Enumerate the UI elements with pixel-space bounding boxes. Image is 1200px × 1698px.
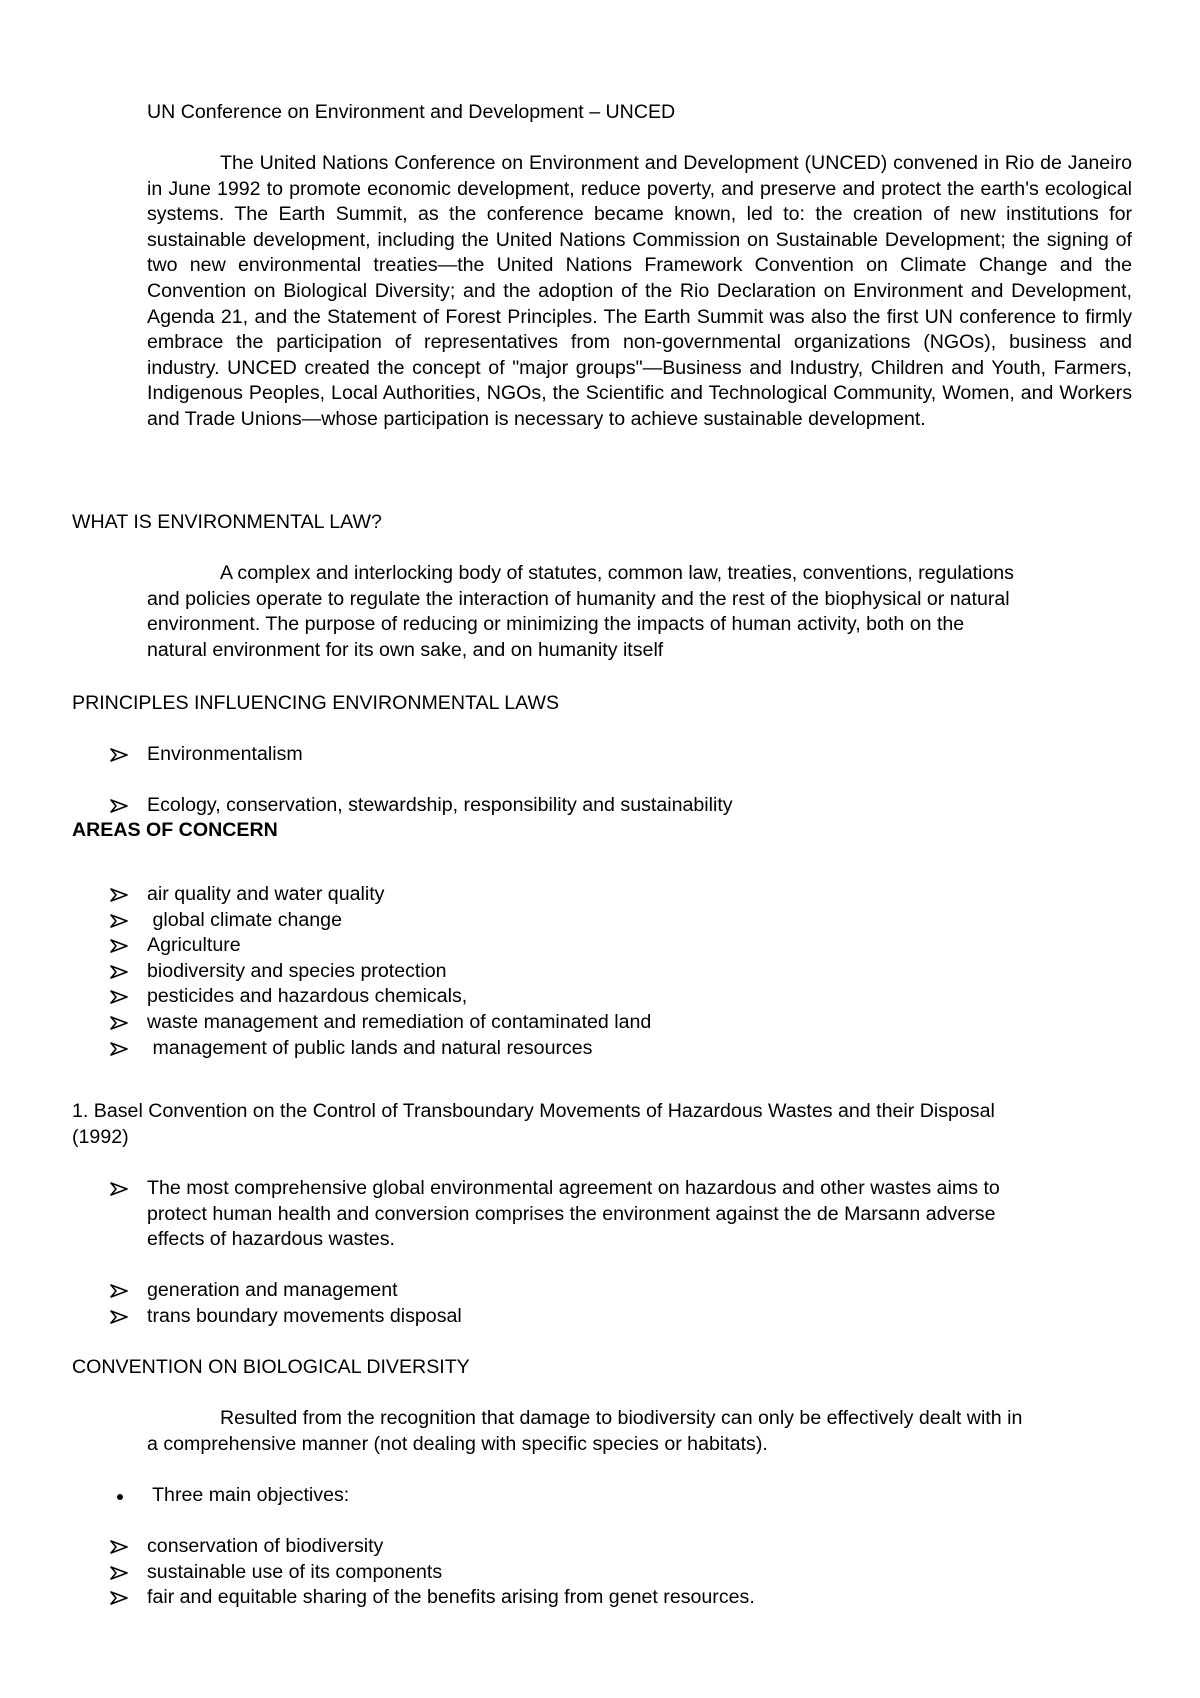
list-item-text: fair and equitable sharing of the benefits arising from genet resources.	[147, 1586, 755, 1609]
paragraph-line: and policies operate to regulate the interaction of humanity and the rest of the biophysical or natural	[147, 587, 1010, 610]
basel-heading-line: (1992)	[72, 1125, 129, 1148]
list-item	[110, 1560, 755, 1586]
cbd-paragraph	[147, 1406, 1147, 1457]
paragraph-line: Resulted from the recognition that damage to biodiversity can only be effectively dealt with in	[220, 1407, 1023, 1429]
list-item	[110, 1010, 651, 1036]
list-item-text: air quality and water quality	[147, 883, 385, 905]
list-item-line: protect human health and conversion comprises the environment against the de Marsann adverse	[147, 1202, 996, 1225]
list-item-text: generation and management	[147, 1279, 398, 1301]
arrow-bullet-icon	[110, 959, 130, 984]
list-item-text: conservation of biodiversity	[147, 1535, 384, 1557]
principles-list	[110, 742, 303, 768]
list-item-text: Three main objectives:	[147, 1484, 350, 1506]
areas-heading: AREAS OF CONCERN	[72, 819, 278, 841]
list-item	[110, 1278, 462, 1304]
basel-list	[110, 1278, 462, 1329]
paragraph-line: natural environment for its own sake, and on humanity itself	[147, 638, 664, 661]
principles-heading: PRINCIPLES INFLUENCING ENVIRONMENTAL LAWS	[72, 692, 560, 714]
arrow-bullet-icon	[110, 1585, 130, 1610]
list-item	[110, 984, 651, 1010]
list-item-text: biodiversity and species protection	[147, 959, 447, 982]
list-item-text: management of public lands and natural resources	[147, 1036, 593, 1059]
arrow-bullet-icon	[110, 1278, 130, 1303]
bullet-dot-icon	[117, 1494, 123, 1500]
paragraph-line: environment. The purpose of reducing or minimizing the impacts of human activity, both on the	[147, 613, 965, 636]
cbd-objectives-list	[110, 1534, 755, 1611]
list-item-text: trans boundary movements disposal	[147, 1304, 462, 1327]
list-item	[110, 933, 651, 959]
arrow-bullet-icon	[110, 1010, 130, 1035]
areas-list	[110, 882, 651, 1061]
arrow-bullet-icon	[110, 793, 130, 818]
list-item	[110, 1483, 349, 1509]
arrow-bullet-icon	[110, 1560, 130, 1585]
list-item	[110, 793, 733, 819]
cbd-heading: CONVENTION ON BIOLOGICAL DIVERSITY	[72, 1356, 470, 1378]
arrow-bullet-icon	[110, 1176, 130, 1201]
arrow-bullet-icon	[110, 1304, 130, 1329]
env-law-paragraph	[147, 561, 1147, 663]
list-item-line: effects of hazardous wastes.	[147, 1228, 395, 1251]
list-item	[110, 1304, 462, 1330]
arrow-bullet-icon	[110, 1534, 130, 1559]
list-item	[110, 959, 651, 985]
env-law-heading: WHAT IS ENVIRONMENTAL LAW?	[72, 511, 382, 533]
basel-heading	[72, 1099, 1142, 1150]
arrow-bullet-icon	[110, 908, 130, 933]
list-item	[110, 1036, 651, 1062]
list-item	[110, 1585, 755, 1611]
list-item-text: waste management and remediation of contaminated land	[147, 1010, 652, 1033]
list-item-line: The most comprehensive global environmental agreement on hazardous and other wastes aims to	[147, 1177, 1000, 1199]
list-item	[110, 908, 651, 934]
arrow-bullet-icon	[110, 882, 130, 907]
arrow-bullet-icon	[110, 984, 130, 1009]
arrow-bullet-icon	[110, 1036, 130, 1061]
list-item-text: Agriculture	[147, 934, 241, 957]
list-item-text: global climate change	[147, 908, 342, 931]
cbd-bullet-list	[110, 1483, 349, 1509]
paragraph-line: a comprehensive manner (not dealing with specific species or habitats).	[147, 1432, 768, 1455]
principles-list-continued	[110, 793, 733, 819]
list-item-text: Ecology, conservation, stewardship, responsibility and sustainability	[147, 794, 733, 816]
arrow-bullet-icon	[110, 742, 130, 767]
basel-summary-list	[110, 1176, 1150, 1253]
list-item	[110, 1534, 755, 1560]
list-item-text: pesticides and hazardous chemicals,	[147, 985, 468, 1008]
list-item	[110, 742, 303, 768]
unced-heading: UN Conference on Environment and Development – UNCED	[147, 101, 676, 123]
list-item	[110, 1176, 1150, 1253]
list-item-text: sustainable use of its components	[147, 1560, 443, 1583]
list-item	[110, 882, 651, 908]
list-item-text: Environmentalism	[147, 743, 303, 765]
basel-heading-line: 1. Basel Convention on the Control of Transboundary Movements of Hazardous Wastes and their Disposal	[72, 1100, 995, 1122]
paragraph-line: A complex and interlocking body of statutes, common law, treaties, conventions, regulations	[220, 562, 1014, 584]
arrow-bullet-icon	[110, 933, 130, 958]
unced-paragraph: The United Nations Conference on Environment and Development (UNCED) convened in Rio de Janeiro in June 1992 to promote economic development, reduce poverty, and preserve and protect the earth's ecological systems. The Earth Summit, as the conference became known, led to: the creation of new institutions for sustainable development, including the United Nations Commission on Sustainable Development; the signing of two new environmental treaties—the United Nations Framework Convention on Climate Change and the Convention on Biological Diversity; and the adoption of the Rio Declaration on Environment and Development, Agenda 21, and the Statement of Forest Principles. The Earth Summit was also the first UN conference to firmly embrace the participation of representatives from non-governmental organizations (NGOs), business and industry. UNCED created the concept of "major groups"—Business and Industry, Children and Youth, Farmers, Indigenous Peoples, Local Authorities, NGOs, the Scientific and Technological Community, Women, and Workers and Trade Unions—whose participation is necessary to achieve sustainable development.	[147, 152, 1132, 430]
